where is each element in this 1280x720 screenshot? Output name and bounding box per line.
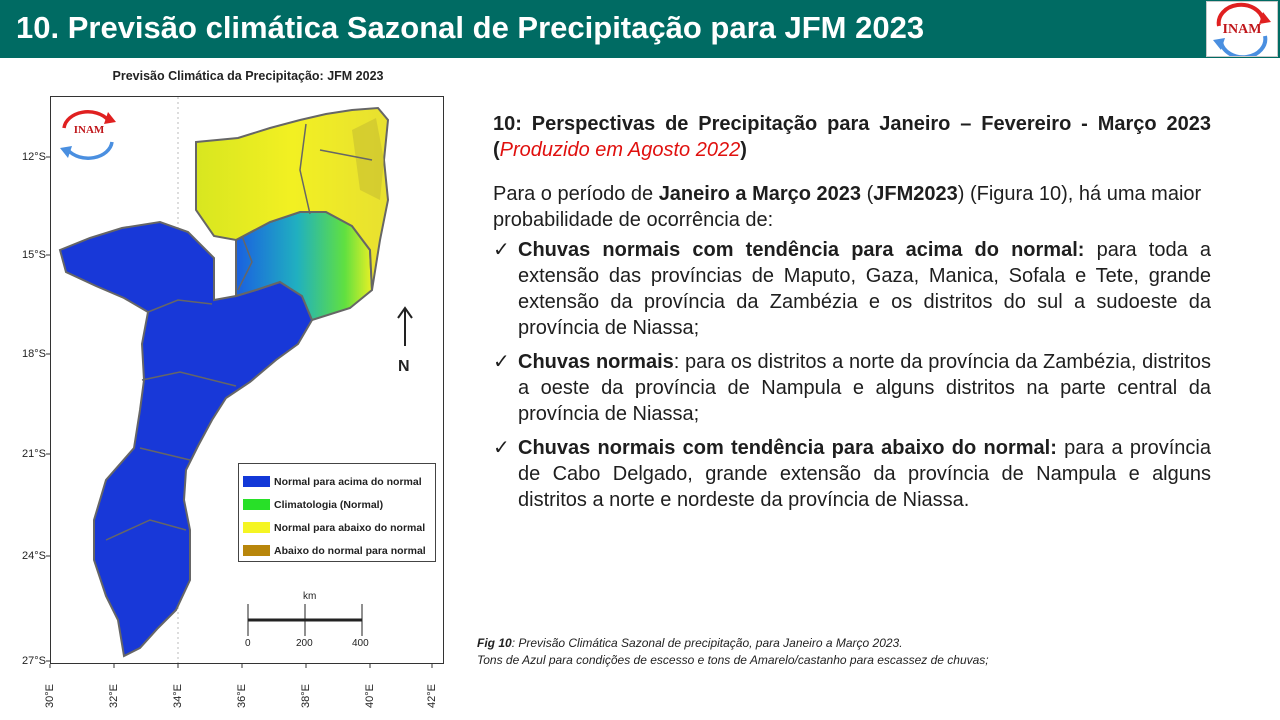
bullet-text: para toda a extensão das províncias de Maputo, Gaza, Manica, Sofala e Tete, grande extensão da província da Zambézia e os distritos do sul a sudoeste da província de Niassa; bbox=[518, 239, 1211, 339]
legend-label: Climatologia (Normal) bbox=[274, 498, 384, 511]
legend-item bbox=[243, 539, 435, 562]
check-icon: ✓ bbox=[493, 239, 510, 261]
intro-paragraph bbox=[493, 181, 1211, 233]
heading-produced-date: Produzido em Agosto 2022 bbox=[499, 139, 741, 161]
map-logo-text: INAM bbox=[73, 124, 105, 136]
north-arrow-icon bbox=[398, 308, 412, 346]
caption-label: Fig 10 bbox=[477, 636, 512, 650]
inam-logo bbox=[1206, 1, 1278, 57]
lon-label: 42°E bbox=[426, 684, 438, 708]
region-south-blue bbox=[60, 222, 312, 656]
legend-swatch bbox=[243, 522, 270, 533]
bullet-text: para a província de Cabo Delgado, grande extensão da província de Nampula e alguns distritos a norte e nordeste da província de Niassa. bbox=[518, 437, 1211, 511]
list-item bbox=[493, 237, 1211, 341]
intro-period: Janeiro a Março 2023 bbox=[658, 183, 862, 205]
lon-label: 32°E bbox=[108, 684, 120, 708]
lat-label: 18°S bbox=[22, 348, 46, 360]
bullet-text: : para os distritos a norte da província da Zambézia, distritos a oeste da província de Nampula e alguns distritos na parte central da província de Niassa; bbox=[518, 351, 1211, 425]
intro-text: Para o período de bbox=[493, 183, 659, 205]
lon-label: 36°E bbox=[236, 684, 248, 708]
logo-text: INAM bbox=[1222, 22, 1262, 37]
lat-label: 15°S bbox=[22, 249, 46, 261]
legend-swatch bbox=[243, 499, 270, 510]
caption-line-1 bbox=[477, 635, 1177, 652]
legend-label: Abaixo do normal para normal bbox=[274, 544, 426, 557]
legend-item bbox=[243, 470, 435, 493]
lat-label: 12°S bbox=[22, 151, 46, 163]
legend-swatch bbox=[243, 476, 270, 487]
lat-label: 24°S bbox=[22, 550, 46, 562]
bullet-title: Chuvas normais com tendência para acima do normal: bbox=[518, 239, 1085, 261]
bullet-title: Chuvas normais bbox=[518, 351, 674, 373]
heading-open: ( bbox=[493, 139, 500, 161]
forecast-list bbox=[493, 237, 1211, 513]
legend-label: Normal para abaixo do normal bbox=[274, 521, 426, 534]
scale-bar bbox=[248, 604, 362, 636]
lat-label: 27°S bbox=[22, 655, 46, 667]
intro-text: ( bbox=[861, 183, 874, 205]
section-heading bbox=[493, 111, 1211, 163]
lon-label: 34°E bbox=[172, 684, 184, 708]
scale-tick: 200 bbox=[296, 638, 313, 649]
lat-label: 21°S bbox=[22, 448, 46, 460]
map-title: Previsão Climática da Precipitação: JFM 2023 bbox=[112, 69, 384, 83]
bullet-title: Chuvas normais com tendência para abaixo do normal: bbox=[518, 437, 1057, 459]
check-icon: ✓ bbox=[493, 437, 510, 459]
north-label: N bbox=[398, 358, 410, 375]
legend-item bbox=[243, 493, 435, 516]
lon-label: 30°E bbox=[44, 684, 56, 708]
lon-label: 40°E bbox=[364, 684, 376, 708]
caption-line-2: Tons de Azul para condições de escesso e tons de Amarelo/castanho para escassez de chuvas; bbox=[477, 653, 989, 667]
legend-item bbox=[243, 516, 435, 539]
lon-label: 38°E bbox=[300, 684, 312, 708]
legend-swatch bbox=[243, 545, 270, 556]
map-legend bbox=[238, 463, 436, 562]
check-icon: ✓ bbox=[493, 351, 510, 373]
scale-unit: km bbox=[303, 591, 317, 602]
heading-main: 10: Perspectivas de Precipitação para Janeiro – Fevereiro - Março 2023 bbox=[493, 113, 1211, 135]
scale-tick: 400 bbox=[352, 638, 369, 649]
mozambique-map bbox=[0, 0, 460, 700]
scale-tick: 0 bbox=[245, 638, 251, 649]
intro-code: JFM2023 bbox=[873, 183, 958, 205]
page-title: 10. Previsão climática Sazonal de Precipitação para JFM 2023 bbox=[16, 10, 925, 45]
caption-text: : Previsão Climática Sazonal de precipitação, para Janeiro a Março 2023. bbox=[511, 636, 903, 650]
list-item bbox=[493, 349, 1211, 427]
list-item bbox=[493, 435, 1211, 513]
intro-text: ) (Figura 10), há uma maior probabilidade de ocorrência de: bbox=[493, 183, 1202, 231]
forecast-text bbox=[493, 111, 1211, 521]
legend-label: Normal para acima do normal bbox=[274, 475, 422, 488]
figure-caption bbox=[477, 635, 1177, 669]
heading-close: ) bbox=[740, 139, 747, 161]
